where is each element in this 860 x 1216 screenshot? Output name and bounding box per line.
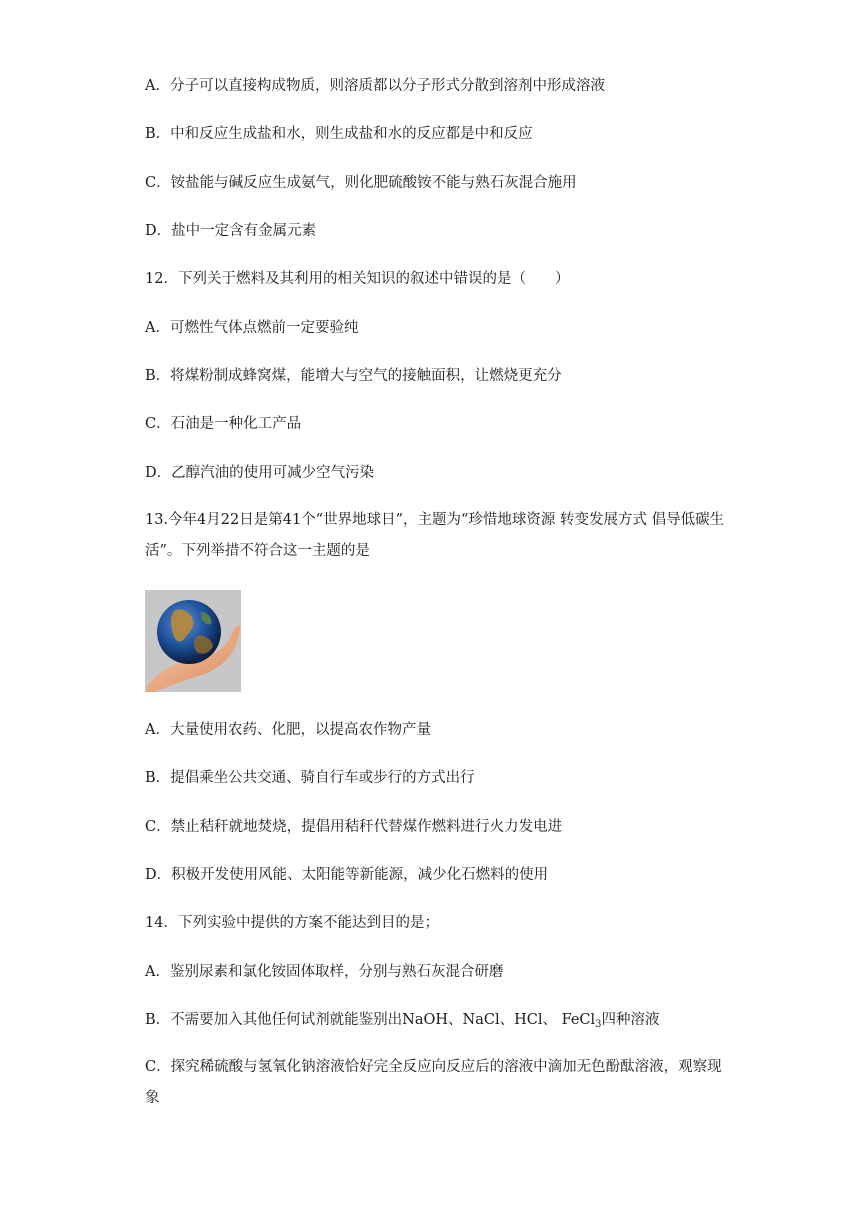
q12-stem: 12．下列关于燃料及其利用的相关知识的叙述中错误的是（ ） xyxy=(145,271,570,287)
q14-option-b-tail: 四种溶液 xyxy=(601,1012,660,1028)
q13-option-a: A．大量使用农药、化肥，以提高农作物产量 xyxy=(145,722,431,738)
earth-in-hand-image xyxy=(145,590,241,692)
q11-option-d: D．盐中一定含有金属元素 xyxy=(145,223,317,239)
q11-option-c: C．铵盐能与碱反应生成氨气，则化肥硫酸铵不能与熟石灰混合施用 xyxy=(145,175,577,191)
q11-option-b: B．中和反应生成盐和水，则生成盐和水的反应都是中和反应 xyxy=(145,126,533,142)
q14-option-a: A．鉴别尿素和氯化铵固体取样，分别与熟石灰混合研磨 xyxy=(145,964,504,980)
q14-option-c: C．探究稀硫酸与氢氧化钠溶液恰好完全反应向反应后的溶液中滴加无色酚酞溶液，观察现象 xyxy=(145,1059,722,1106)
q13-option-b: B．提倡乘坐公共交通、骑自行车或步行的方式出行 xyxy=(145,770,475,786)
q13-option-c: C．禁止秸秆就地焚烧，提倡用秸秆代替煤作燃料进行火力发电进 xyxy=(145,819,563,835)
q14-option-b-text: B．不需要加入其他任何试剂就能鉴别出NaOH、NaCl、HCl、 FeCl xyxy=(145,1012,596,1028)
q12-option-d: D．乙醇汽油的使用可减少空气污染 xyxy=(145,465,375,481)
q14-option-b-subscript: 3 xyxy=(595,1019,602,1030)
q12-option-c: C．石油是一种化工产品 xyxy=(145,416,302,432)
q13-option-d: D．积极开发使用风能、太阳能等新能源，减少化石燃料的使用 xyxy=(145,867,549,883)
q14-stem: 14．下列实验中提供的方案不能达到目的是； xyxy=(145,915,439,931)
earth-in-hand-icon xyxy=(145,590,241,692)
q12-option-b: B．将煤粉制成蜂窝煤，能增大与空气的接触面积，让燃烧更充分 xyxy=(145,368,562,384)
q13-stem: 13.今年4月22日是第41个“世界地球日”，主题为“珍惜地球资源 转变发展方式 倡导低碳生活”。下列举措不符合这一主题的是 xyxy=(145,512,725,559)
q12-option-a: A．可燃性气体点燃前一定要验纯 xyxy=(145,320,359,336)
q11-option-a: A．分子可以直接构成物质，则溶质都以分子形式分散到溶剂中形成溶液 xyxy=(145,78,605,94)
q14-option-b xyxy=(145,1010,660,1035)
